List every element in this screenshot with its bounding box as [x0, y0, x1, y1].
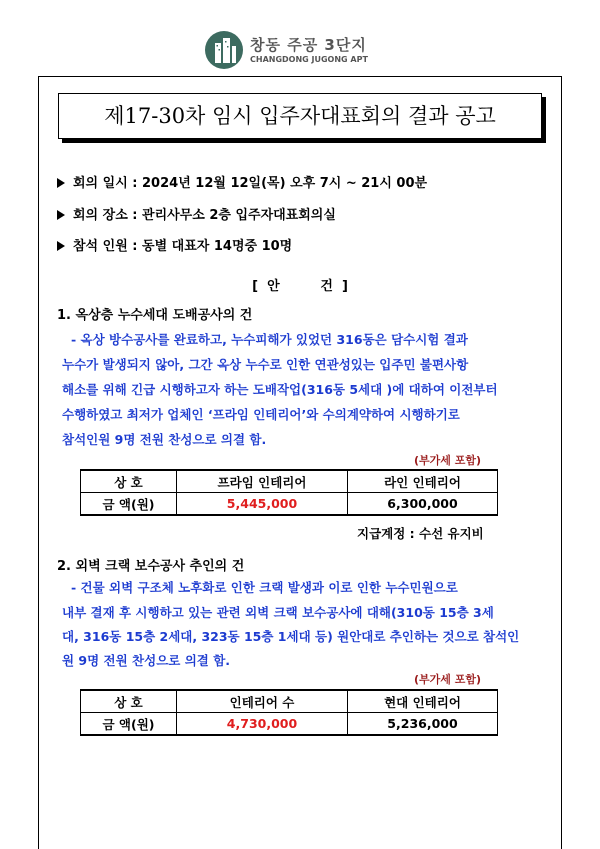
meeting-place-text: 회의 장소 : 관리사무소 2층 입주자대표회의실: [73, 208, 336, 223]
agenda-item-2-title: 2. 외벽 크랙 보수공사 추인의 건: [57, 559, 245, 574]
selected-amount: 5,445,000: [177, 493, 348, 516]
table-header-cell: 프라임 인테리어: [177, 470, 348, 493]
table-header-cell: 인테리어 수: [177, 690, 348, 713]
agenda-item-2-line: 대, 316동 15층 2세대, 323동 15층 1세대 등) 원안대로 추인하는 것으로 참석인: [62, 629, 520, 644]
quote-table-2: [80, 689, 498, 736]
vat-note: (부가세 포함): [414, 673, 482, 686]
agenda-item-2-line: - 건물 외벽 구조체 노후화로 인한 크랙 발생과 이로 인한 누수민원으로: [71, 580, 458, 595]
table-cell: 금 액(원): [81, 493, 177, 516]
meeting-date-text: 회의 일시 : 2024년 12월 12일(목) 오후 7시 ~ 21시 00분: [73, 176, 428, 191]
table-header-row: [81, 690, 498, 713]
agenda-item-1-line: 참석인원 9명 전원 찬성으로 의결 함.: [62, 432, 267, 447]
agenda-item-1-line: 해소를 위해 긴급 시행하고자 하는 도배작업(316동 5세대 )에 대하여 이전부터: [62, 382, 498, 397]
agenda-heading: [ 안 건 ]: [252, 279, 348, 294]
apartment-logo-icon: [204, 30, 244, 70]
agenda-item-2-line: 내부 결재 후 시행하고 있는 관련 외벽 크랙 보수공사에 대해(310동 15층 3세: [62, 605, 494, 620]
meeting-date: [57, 172, 427, 191]
triangle-bullet-icon: [57, 178, 65, 188]
payment-account: 지급계정 : 수선 유지비: [357, 526, 484, 541]
attendees-text: 참석 인원 : 동별 대표자 14명중 10명: [73, 239, 293, 254]
table-row: [81, 493, 498, 516]
agenda-item-1-line: - 옥상 방수공사를 완료하고, 누수피해가 있었던 316동은 담수시험 결과: [71, 332, 468, 347]
table-header-row: [81, 470, 498, 493]
selected-amount: 4,730,000: [177, 713, 348, 736]
triangle-bullet-icon: [57, 210, 65, 220]
table-header-cell: 라인 인테리어: [348, 470, 498, 493]
triangle-bullet-icon: [57, 241, 65, 251]
table-cell: 6,300,000: [348, 493, 498, 516]
logo-subtitle: CHANGDONG JUGONG APT: [250, 55, 368, 64]
notice-title: 제17-30차 임시 입주자대표회의 결과 공고: [58, 93, 542, 139]
meeting-place: [57, 204, 336, 223]
attendees: [57, 235, 292, 254]
logo-name: 창동 주공 3단지: [250, 36, 367, 54]
quote-table-1: [80, 469, 498, 516]
agenda-item-2-line: 원 9명 전원 찬성으로 의결 함.: [62, 653, 231, 668]
table-header-cell: 현대 인테리어: [348, 690, 498, 713]
vat-note: (부가세 포함): [414, 454, 482, 467]
table-row: [81, 713, 498, 736]
table-header-cell: 상 호: [81, 470, 177, 493]
table-header-cell: 상 호: [81, 690, 177, 713]
agenda-item-1-line: 누수가 발생되지 않아, 그간 옥상 누수로 인한 연관성있는 입주민 불편사항: [62, 357, 469, 372]
table-cell: 금 액(원): [81, 713, 177, 736]
table-cell: 5,236,000: [348, 713, 498, 736]
agenda-item-1-line: 수행하였고 최저가 업체인 ‘프라임 인테리어’와 수의계약하여 시행하기로: [62, 407, 460, 422]
agenda-item-1-title: 1. 옥상층 누수세대 도배공사의 건: [57, 308, 253, 323]
logo: [200, 28, 400, 72]
